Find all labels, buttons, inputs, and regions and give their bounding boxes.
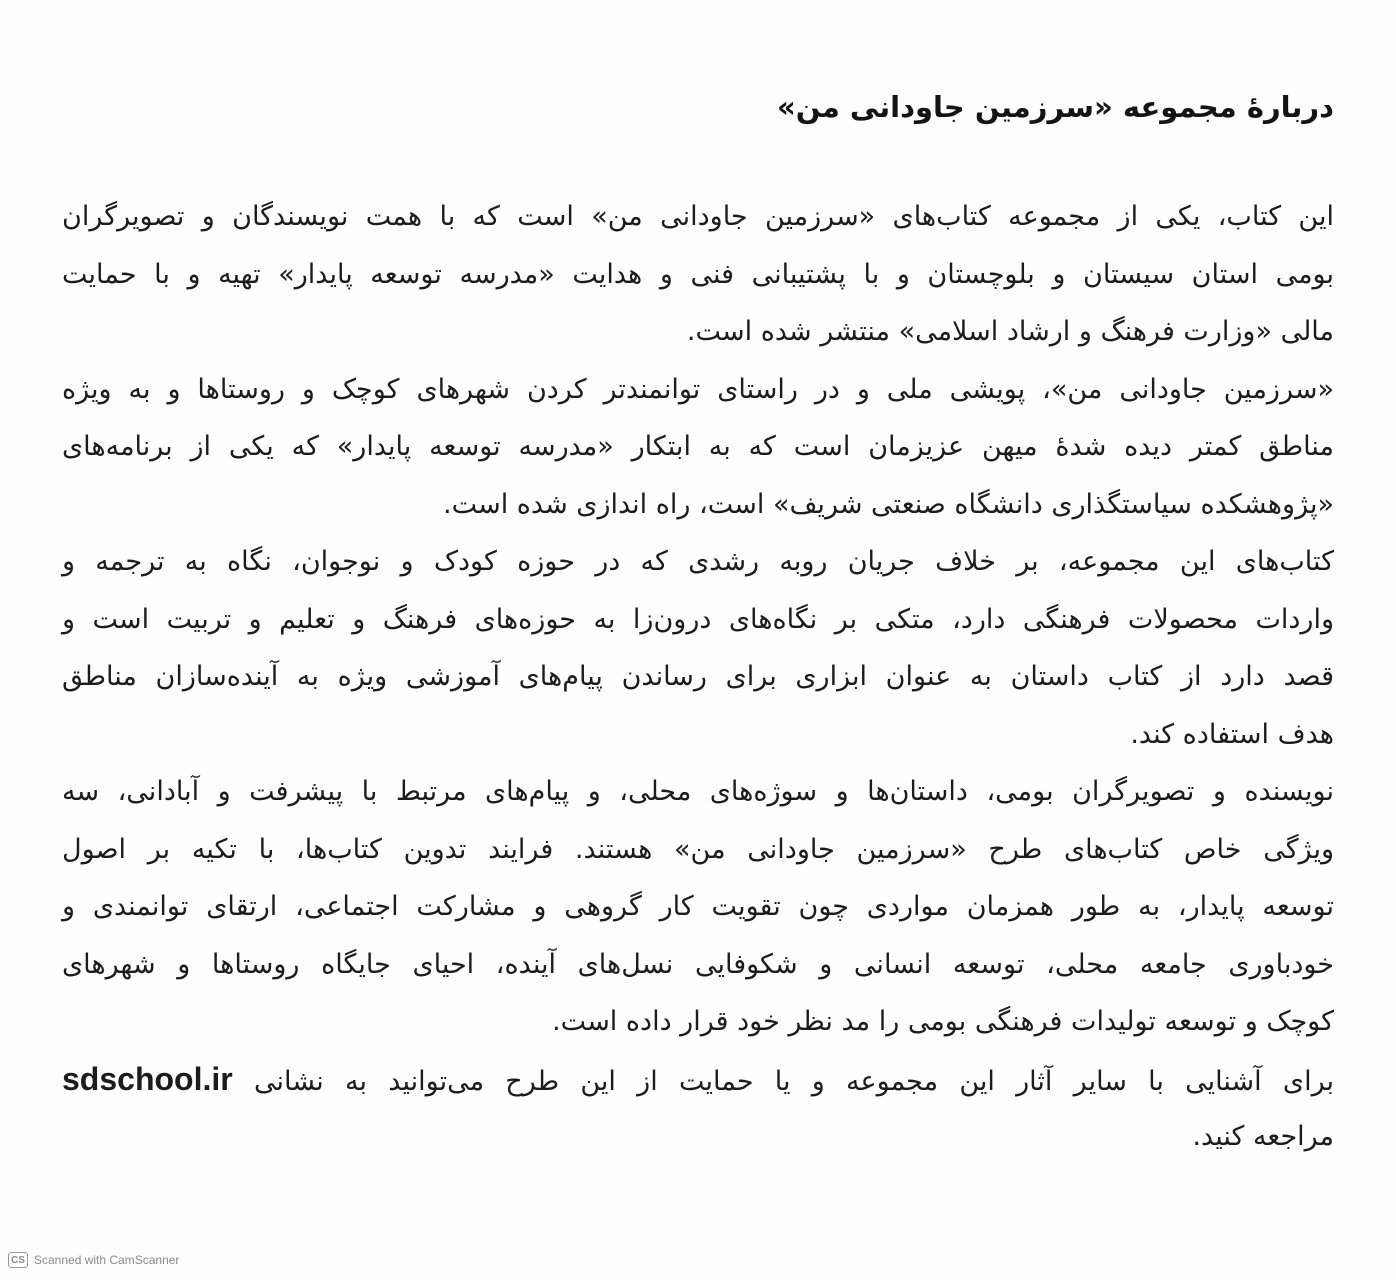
text-line: ویژگی خاص کتاب‌های طرح «سرزمین جاودانی من» هستند. فرایند تدوین کتاب‌ها، با تکیه بر اصول [62, 833, 1334, 865]
paragraph-contact [62, 1051, 1334, 1166]
scanner-watermark [8, 1252, 179, 1268]
text-line: «پژوهشکده سیاستگذاری دانشگاه صنعتی شریف» است، راه اندازی شده است. [442, 488, 1334, 520]
text-line: هدف استفاده کند. [1130, 718, 1334, 750]
paragraph-intro [62, 188, 1334, 361]
text-line: مناطق کمتر دیده شدهٔ میهن عزیزمان است که به ابتکار «مدرسه توسعه پایدار» که یکی از برنامه‌های [62, 431, 1334, 462]
text-line: واردات محصولات فرهنگی دارد، متکی بر نگاه‌های درون‌زا به حوزه‌های فرهنگ و تعلیم و تربیت است و [62, 603, 1334, 635]
text-line: خودباوری جامعه محلی، توسعه انسانی و شکوفایی نسل‌های آینده، احیای جایگاه روستاها و شهرهای [62, 948, 1334, 980]
contact-text: برای آشنایی با سایر آثار این مجموعه و یا حمایت از این طرح می‌توانید به نشانی [253, 1065, 1334, 1097]
text-line: بومی استان سیستان و بلوچستان و با پشتیبانی فنی و هدایت «مدرسه توسعه پایدار» تهیه و با حمایت [62, 258, 1334, 290]
text-line: نویسنده و تصویرگران بومی، داستان‌ها و سوژه‌های محلی، و پیام‌های مرتبط با پیشرفت و آبادانی، سه [62, 776, 1334, 807]
page-title: دربارهٔ مجموعه «سرزمین جاودانی من» [777, 90, 1334, 124]
text-line: «سرزمین جاودانی من»، پویشی ملی و در راستای توانمندتر کردن شهرهای کوچک و روستاها و به ویژه [62, 373, 1334, 405]
website-url[interactable]: sdschool.ir [62, 1060, 233, 1097]
text-line: قصد دارد از کتاب داستان به عنوان ابزاری برای رساندن پیام‌های آموزشی ویژه به آینده‌سازان مناطق [62, 661, 1334, 692]
text-line: این کتاب، یکی از مجموعه کتاب‌های «سرزمین جاودانی من» است که با همت نویسندگان و تصویرگران [62, 201, 1334, 232]
text-line: توسعه پایدار، به طور همزمان مواردی چون تقویت کار گروهی و مشارکت اجتماعی، ارتقای توانمندی و [62, 891, 1334, 922]
text-line: مراجعه کنید. [1192, 1121, 1334, 1152]
text-line: کتاب‌های این مجموعه، بر خلاف جریان روبه رشدی که در حوزه کودک و نوجوان، نگاه به ترجمه و [62, 546, 1334, 577]
text-line: مالی «وزارت فرهنگ و ارشاد اسلامی» منتشر شده است. [686, 316, 1334, 347]
paragraph-books [62, 533, 1334, 763]
text-line: کوچک و توسعه تولیدات فرهنگی بومی را مد نظر خود قرار داده است. [552, 1006, 1334, 1037]
paragraph-features [62, 763, 1334, 1051]
camscanner-logo-icon: CS [8, 1252, 28, 1268]
watermark-text: Scanned with CamScanner [34, 1253, 180, 1267]
paragraph-campaign [62, 361, 1334, 534]
body-text [62, 188, 1334, 1166]
text-line-with-url [62, 1051, 1334, 1109]
